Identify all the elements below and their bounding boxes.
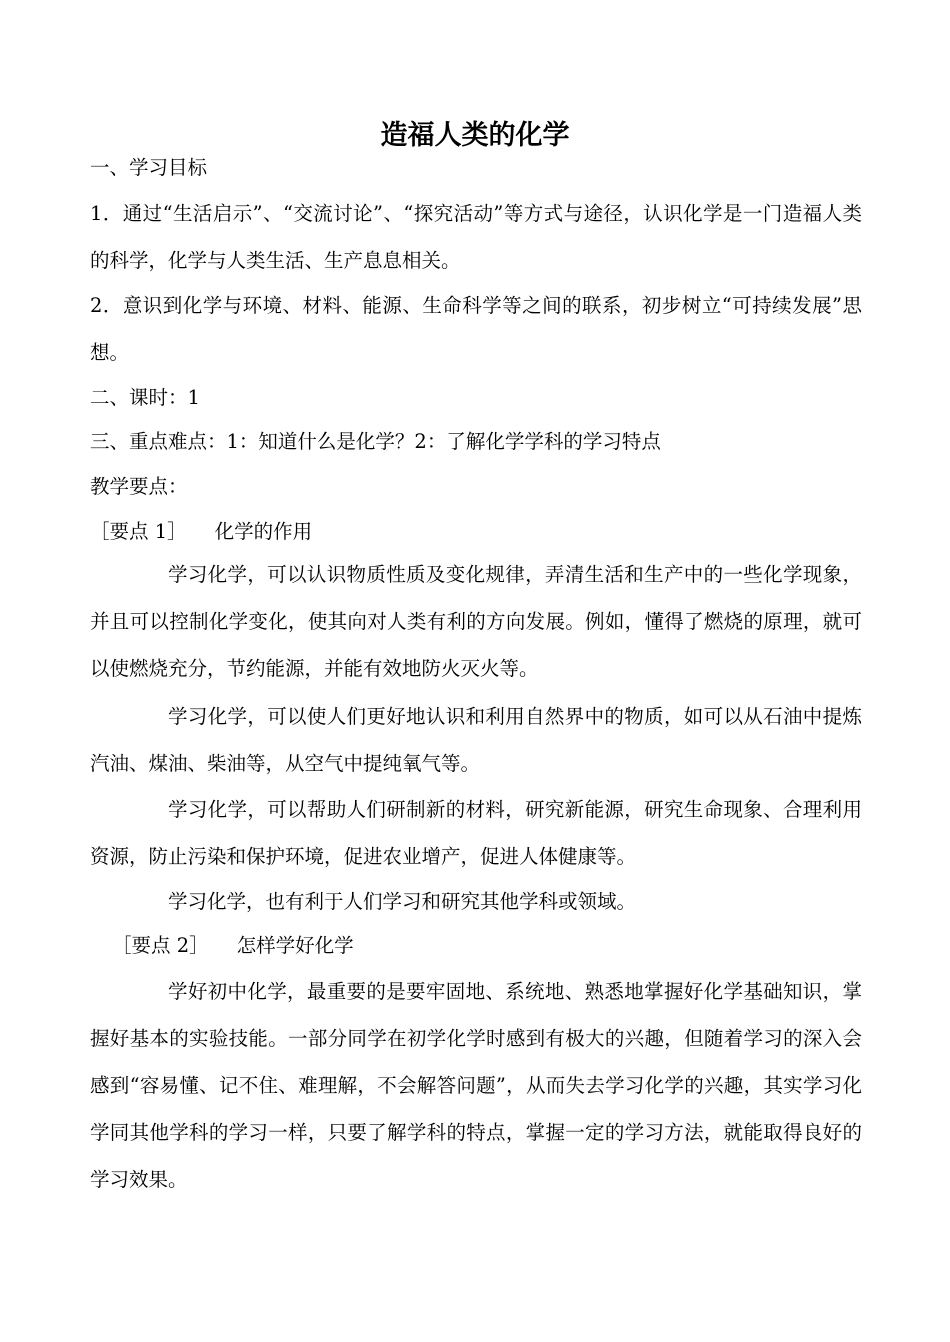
point-2-tag: ［要点 2］ — [112, 934, 209, 957]
point-1-title: 化学的作用 — [214, 520, 313, 543]
section-heading-objectives: 一、学习目标 — [90, 156, 208, 179]
point-1-paragraph-1: 学习化学，可以认识物质性质及变化规律，弄清生活和生产中的一些化学现象，并且可以控制化学变化，使其向对人类有利的方向发展。例如，懂得了燃烧的原理，就可以使燃烧充分，节约能源，并能有效地防火灭火等。 — [90, 563, 862, 680]
point-2-heading — [112, 922, 884, 969]
point-1-paragraph-2: 学习化学，可以使人们更好地认识和利用自然界中的物质，如可以从石油中提炼汽油、煤油、柴油等，从空气中提纯氧气等。 — [90, 705, 862, 775]
section-key-difficulties: 三、重点难点：1：知道什么是化学？2：了解化学学科的学习特点 — [90, 430, 661, 453]
section-class-hours: 二、课时：1 — [90, 386, 200, 409]
objective-2: 2．意识到化学与环境、材料、能源、生命科学等之间的联系，初步树立“可持续发展”思想。 — [90, 294, 862, 364]
teaching-points-label: 教学要点： — [90, 475, 188, 498]
point-1-paragraph-3: 学习化学，可以帮助人们研制新的材料，研究新能源，研究生命现象、合理利用资源，防止污染和保护环境，促进农业增产，促进人体健康等。 — [90, 798, 862, 868]
point-1-heading — [90, 508, 862, 555]
objective-1: 1．通过“生活启示”、“交流讨论”、“探究活动”等方式与途径，认识化学是一门造福人类的科学，化学与人类生活、生产息息相关。 — [90, 202, 862, 272]
point-1-paragraph-4: 学习化学，也有利于人们学习和研究其他学科或领域。 — [168, 890, 637, 913]
point-2-paragraph: 学好初中化学，最重要的是要牢固地、系统地、熟悉地掌握好化学基础知识，掌握好基本的实验技能。一部分同学在初学化学时感到有极大的兴趣，但随着学习的深入会感到“容易懂、记不住、难理解，不会解答问题”，从而失去学习化学的兴趣，其实学习化学同其他学科的学习一样，只要了解学科的特点，掌握一定的学习方法，就能取得良好的学习效果。 — [90, 980, 862, 1191]
document-title: 造福人类的化学 — [380, 120, 570, 151]
point-2-title: 怎样学好化学 — [236, 934, 354, 957]
point-1-tag: ［要点 1］ — [90, 520, 187, 543]
